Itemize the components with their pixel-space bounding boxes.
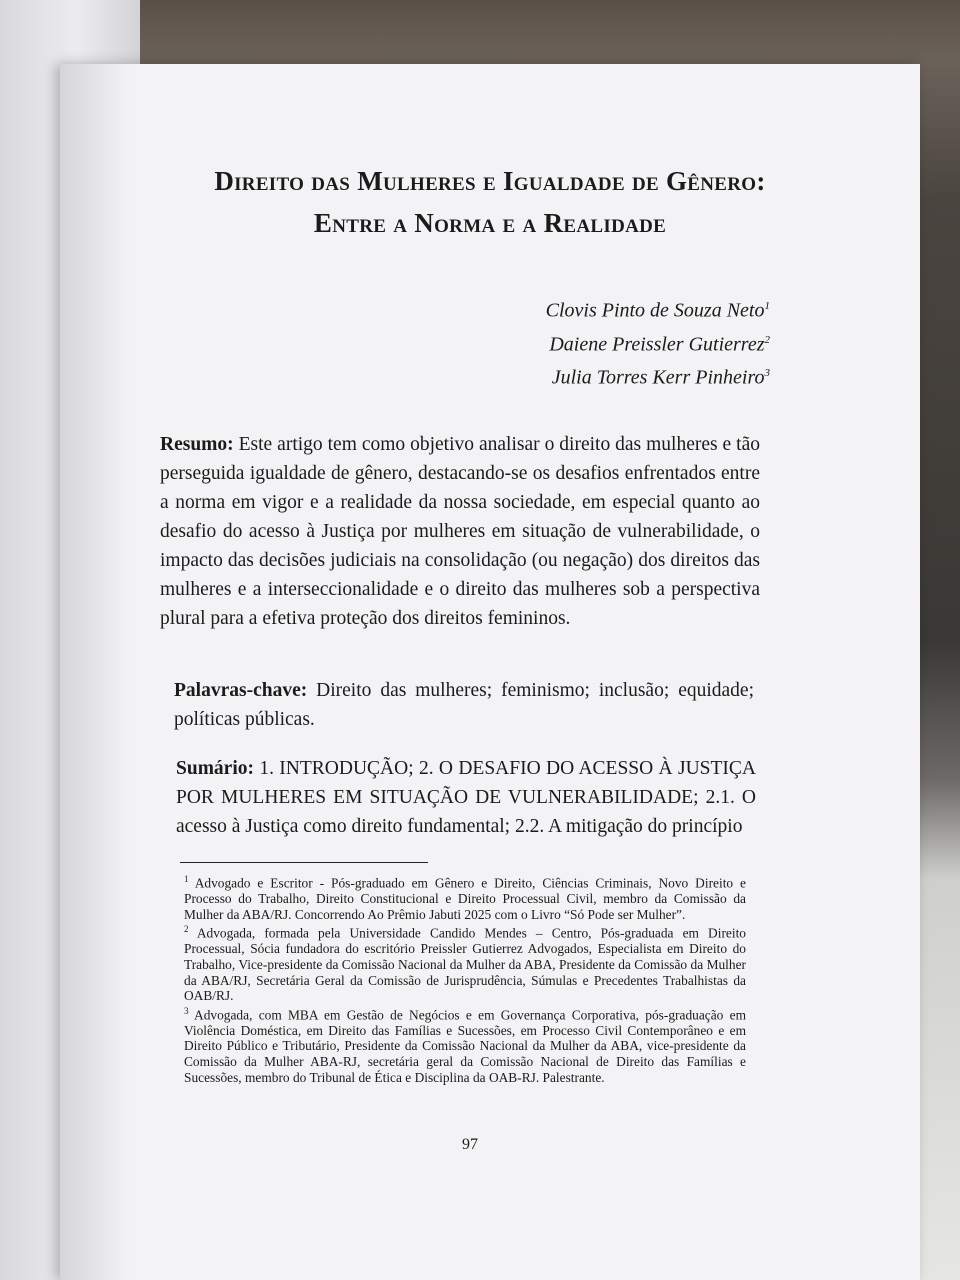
author-2: Daiene Preissler Gutierrez$^2$ (549, 333, 770, 356)
abstract (160, 430, 760, 633)
title-line-1: Direito das Mulheres e Igualdade de Gênero: (214, 166, 766, 196)
title-line-2: Entre a Norma e a Realidade (313, 208, 667, 238)
footnote-ref-1: 1 (764, 300, 770, 312)
summary-text: 1. INTRODUÇÃO; 2. O DESAFIO DO ACESSO À JUSTIÇA POR MULHERES EM SITUAÇÃO DE VULNERABILIDADE; 2.1. O acesso à Justiça como direito fundamental; 2.2. A mitigação do princípio (176, 758, 756, 837)
summary (176, 754, 756, 841)
abstract-label: Resumo: (160, 434, 234, 455)
footnote-ref-3: 3 (764, 367, 770, 380)
article-title (120, 160, 860, 244)
author-3: Julia Torres Kerr Pinheiro$^3$ (551, 366, 770, 389)
footnote-divider (180, 862, 428, 863)
footnote-ref-2: 2 (764, 333, 770, 346)
summary-label: Sumário: (176, 758, 254, 779)
keywords-text: Direito das mulheres; feminismo; inclusão; equidade; políticas públicas. (174, 680, 754, 730)
footnote-2: $^2$ Advogada, formada pela Universidade Candido Mendes – Centro, Pós-graduada em Direito Processual, Sócia fundadora do escritório Preissler Gutierrez Advogados, Especialista em Direito do Trabalho, Vice-presidente da Comissão Nacional da Mulher da ABA, Presidente da Comissão da Mulher da ABA/RJ, Secretária Geral da Comissão de Jurisprudência, Súmulas e Precedentes Trabalhistas da OAB/RJ. (184, 924, 746, 1004)
author-list (546, 292, 770, 393)
keywords (174, 676, 754, 734)
footnote-1: $^1$ Advogado e Escritor - Pós-graduado em Gênero e Direito, Ciências Criminais, Novo Direito e Processo do Trabalho, Direito Constitucional e Direito Processual Civil, membro da Comissão da Mulher da ABA/RJ. Concorrendo Ao Prêmio Jabuti 2025 com o Livro “Só Pode ser Mulher”. (184, 874, 746, 922)
keywords-label: Palavras-chave: (174, 680, 308, 701)
footnote-3: $^3$ Advogada, com MBA em Gestão de Negócios e em Governança Corporativa, pós-graduação em Violência Doméstica, em Direito das Famílias e Sucessões, em Processo Civil Contemporâneo e em Direito Público e Tributário, Presidente da Comissão Nacional da Mulher da ABA, vice-presidente da Comissão da Mulher ABA-RJ, secretária geral da Comissão Nacional de Direito das Famílias e Sucessões, membro do Tribunal de Ética e Disciplina da OAB-RJ. Palestrante. (184, 1005, 746, 1085)
page-number: 97 (462, 1136, 478, 1153)
book-page (60, 64, 920, 1280)
abstract-text: Este artigo tem como objetivo analisar o direito das mulheres e tão perseguida igualdade de gênero, destacando-se os desafios enfrentados entre a norma em vigor e a realidade da nossa sociedade, em especial quanto ao desafio do acesso à Justiça por mulheres em situação de vulnerabilidade, o impacto das decisões judiciais na consolidação (ou negação) dos direitos das mulheres e a interseccionalidade e o direito das mulheres sob a perspectiva plural para a efetiva proteção dos direitos femininos. (160, 434, 760, 629)
footnotes (184, 872, 746, 1085)
author-1: Clovis Pinto de Souza Neto$^1$ (545, 299, 770, 322)
